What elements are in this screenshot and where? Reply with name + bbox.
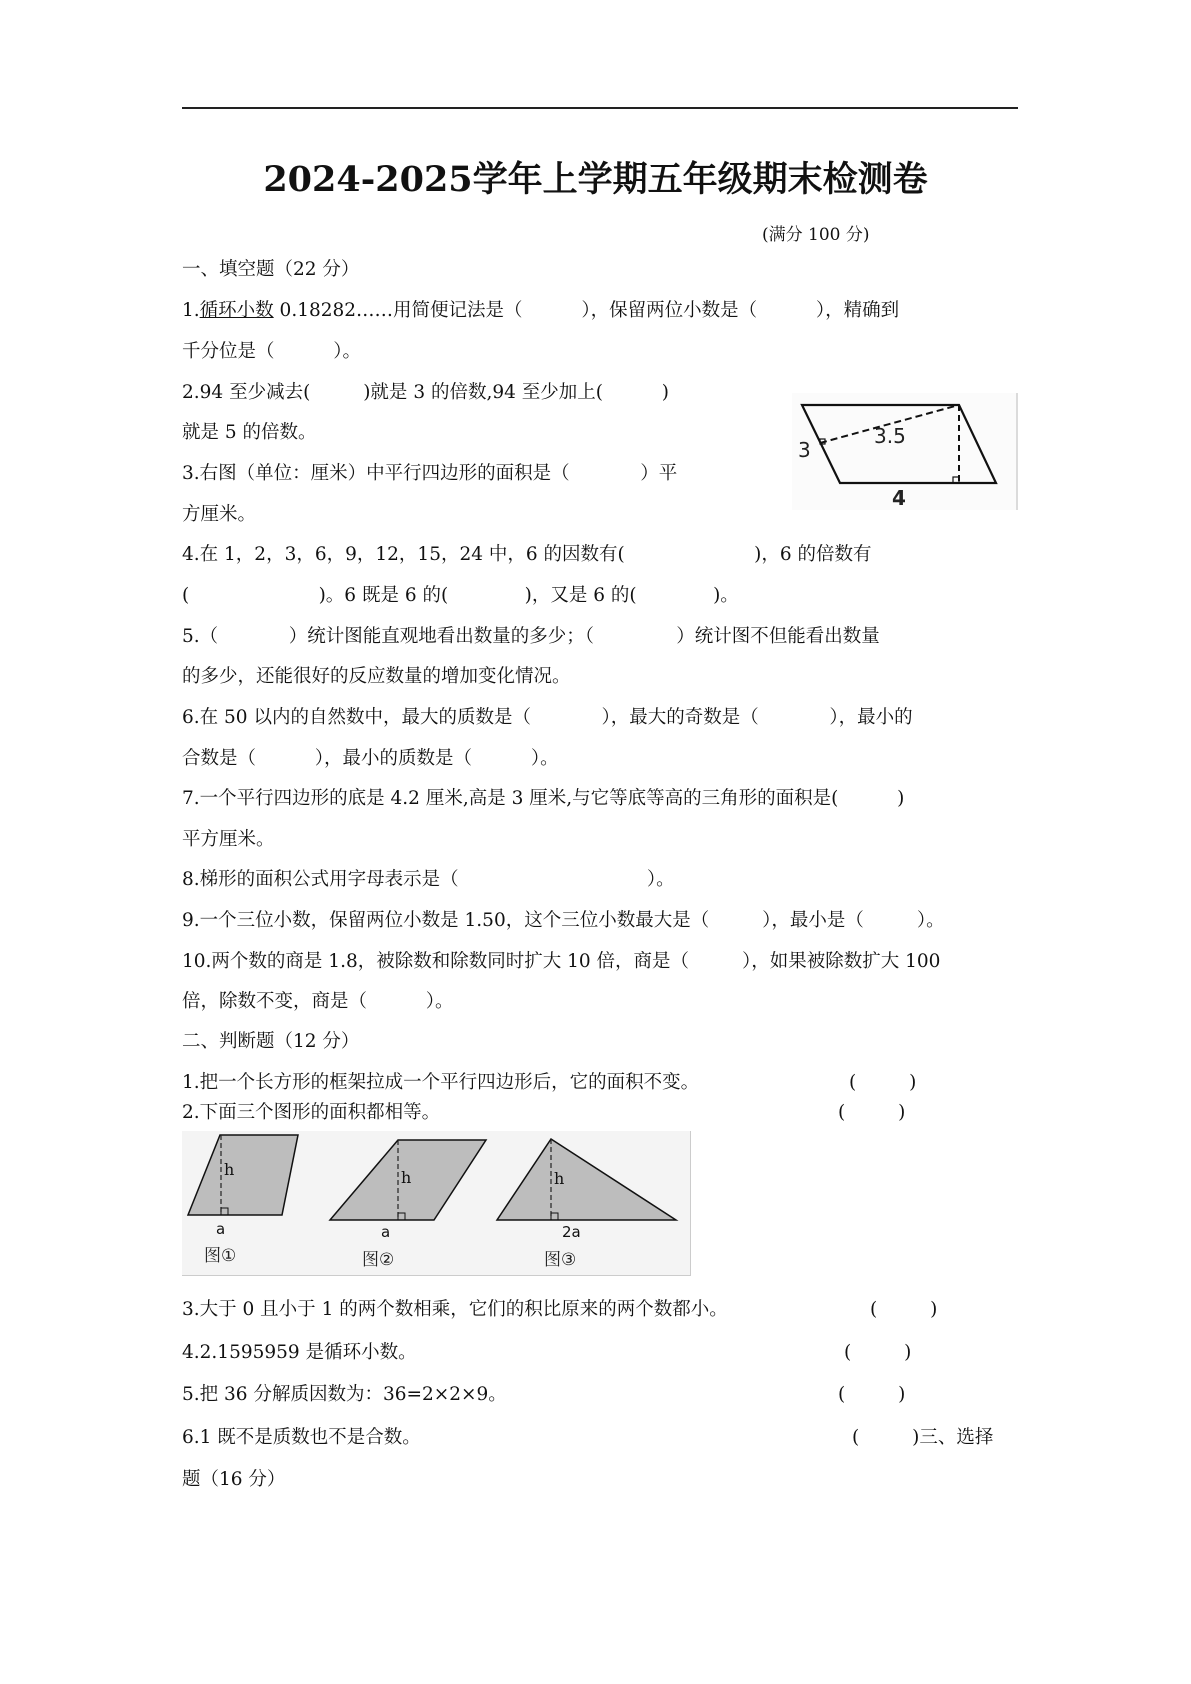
question-text: 0.18282……用简便记法是（ ），保留两位小数是（ ），精确到 [273,300,900,321]
side-label: 3 [798,438,811,462]
tf-text: 2.下面三个图形的面积都相等。 [182,1102,441,1123]
answer-blank[interactable]: ( )三、选择 [852,1427,994,1448]
svg-text:h: h [401,1168,412,1187]
question-5-line-1: 5.（ ）统计图能直观地看出数量的多少；（ ）统计图不但能看出数量 [182,626,880,647]
tf-item-6 [182,1426,994,1450]
base-label: 4 [892,486,906,510]
tf-item-1 [182,1071,917,1095]
svg-text:a: a [381,1223,391,1241]
answer-blank[interactable]: ( ) [870,1299,938,1320]
answer-blank[interactable]: ( ) [838,1384,906,1405]
height-label: 3.5 [874,424,906,448]
parallelogram-diagram [792,393,1018,510]
section-heading-fill-blank: 一、填空题（22 分） [182,259,360,280]
question-7-line-1: 7.一个平行四边形的底是 4.2 厘米,高是 3 厘米,与它等底等高的三角形的面积是( ) [182,788,905,809]
answer-blank[interactable]: ( ) [844,1342,912,1363]
question-9: 9.一个三位小数，保留两位小数是 1.50，这个三位小数最大是（ ），最小是（ ）。 [182,910,945,931]
question-2-line-2: 就是 5 的倍数。 [182,422,317,443]
svg-text:h: h [554,1169,565,1188]
svg-text:图③: 图③ [544,1250,577,1270]
question-1-line-1 [182,299,899,323]
tf-text: 4.2.1595959 是循环小数。 [182,1342,417,1363]
underlined-term: 循环小数 [199,300,274,321]
svg-text:h: h [224,1160,235,1179]
question-7-line-2: 平方厘米。 [182,829,275,850]
header-rule [182,107,1018,109]
three-shapes-diagram [182,1131,691,1276]
question-8: 8.梯形的面积公式用字母表示是（ ）。 [182,869,675,890]
question-1-line-2: 千分位是（ ）。 [182,341,362,362]
question-3-line-2: 方厘米。 [182,504,257,525]
svg-text:图①: 图① [204,1246,237,1266]
svg-text:a: a [216,1220,226,1238]
question-6-line-1: 6.在 50 以内的自然数中，最大的质数是（ ），最大的奇数是（ ），最小的 [182,707,913,728]
tf-text: 3.大于 0 且小于 1 的两个数相乘，它们的积比原来的两个数都小。 [182,1299,728,1320]
section-heading-multiple-choice-tail: 题（16 分） [182,1469,286,1490]
question-10-line-2: 倍，除数不变，商是（ ）。 [182,991,454,1012]
svg-text:2a: 2a [562,1223,581,1241]
tf-item-3 [182,1298,938,1322]
question-4-line-2: ( )。6 既是 6 的( )，又是 6 的( )。 [182,585,739,606]
tf-item-2 [182,1101,906,1125]
answer-blank[interactable]: ( ) [849,1072,917,1093]
page-title: 2024-2025学年上学期五年级期末检测卷 [263,159,928,200]
answer-blank[interactable]: ( ) [838,1102,906,1123]
svg-text:图②: 图② [362,1250,395,1270]
question-3-line-1: 3.右图（单位：厘米）中平行四边形的面积是（ ）平 [182,463,678,484]
tf-item-4 [182,1341,912,1365]
section-heading-true-false: 二、判断题（12 分） [182,1031,360,1052]
score-note: (满分 100 分) [762,225,870,245]
question-10-line-1: 10.两个数的商是 1.8，被除数和除数同时扩大 10 倍，商是（ ），如果被除数扩大 100 [182,951,941,972]
tf-text: 1.把一个长方形的框架拉成一个平行四边形后，它的面积不变。 [182,1072,700,1093]
question-5-line-2: 的多少，还能很好的反应数量的增加变化情况。 [182,666,571,687]
tf-item-5 [182,1383,906,1407]
question-number: 1. [182,300,200,321]
question-6-line-2: 合数是（ ），最小的质数是（ ）。 [182,748,559,769]
tf-text: 6.1 既不是质数也不是合数。 [182,1427,421,1448]
tf-text: 5.把 36 分解质因数为：36=2×2×9。 [182,1384,507,1405]
question-4-line-1: 4.在 1，2，3，6，9，12，15，24 中，6 的因数有( )，6 的倍数有 [182,544,872,565]
question-2-line-1: 2.94 至少减去( )就是 3 的倍数,94 至少加上( ) [182,382,670,403]
